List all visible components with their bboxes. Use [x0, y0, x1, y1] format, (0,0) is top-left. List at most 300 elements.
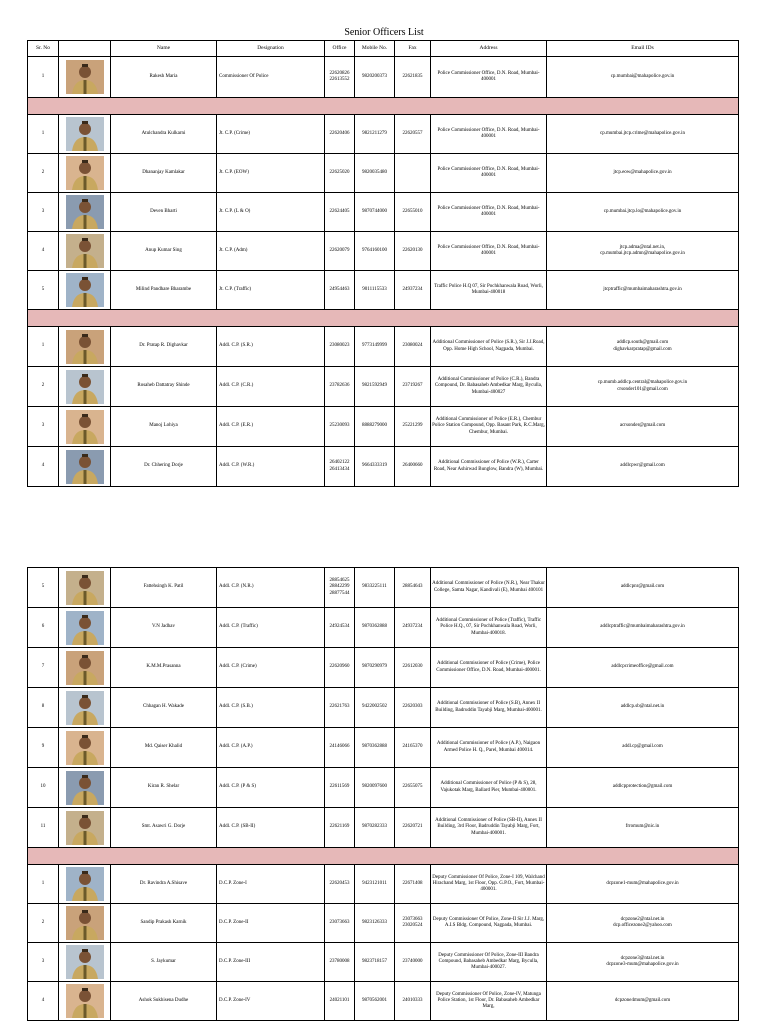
- cell-address-text: Additional Commissioner of Police (Crime), Police Commissioner Office, D.N. Road, Mumbai-400001.: [436, 661, 541, 673]
- cell-office-text: 22620826 22613552: [329, 70, 350, 82]
- cell-address-text: Additional Commissioner of Police (S.B), Annex II Building, Badruddin Tayabji Marg, Mumbai-400001.: [435, 701, 542, 713]
- cell-address-text: Deputy Commissioner Of Police, Zone-IV, Matunga Police Station, 1st Floor, Dr. Babasaheb Ambedkar Marg,: [436, 991, 541, 1010]
- table-row: [28, 367, 739, 407]
- cell-address: [431, 728, 547, 768]
- cell-sno: [28, 115, 59, 154]
- section-separator-cell: [28, 98, 739, 115]
- cell-email-text: addl.cp@gmail.com: [622, 744, 663, 750]
- cell-fax-text: 28854643: [402, 584, 423, 590]
- cell-name: [111, 271, 217, 310]
- cell-designation-text: Jt. C.P. (Adm): [219, 247, 248, 253]
- cell-sno-text: 3: [41, 208, 45, 214]
- officers-table-page1: [27, 40, 739, 487]
- cell-sno: [28, 568, 59, 608]
- cell-designation: [217, 367, 325, 407]
- cell-address: [431, 367, 547, 407]
- cell-sno-text: 6: [41, 624, 45, 630]
- cell-email: [547, 57, 739, 98]
- officer-photo-cell: [59, 904, 111, 943]
- cell-designation: [217, 943, 325, 982]
- cell-mobile-text: 9821211279: [362, 130, 387, 136]
- cell-mobile-text: 9011115533: [362, 286, 387, 292]
- officer-photo-cell: [59, 728, 111, 768]
- cell-name-text: V.N Jadhav: [152, 624, 175, 630]
- cell-email-text: addlcpprotection@gmail.com: [612, 784, 673, 790]
- cell-mobile: [355, 367, 395, 407]
- table-row: [28, 768, 739, 808]
- cell-sno-text: 7: [41, 664, 45, 670]
- cell-mobile-text: 9870744000: [362, 208, 387, 214]
- cell-fax-text: 25221299: [402, 423, 423, 429]
- cell-name: [111, 193, 217, 232]
- officer-photo-cell: [59, 808, 111, 848]
- cell-fax: [395, 982, 431, 1021]
- cell-fax-text: 23719267: [402, 383, 423, 389]
- cell-address-text: Additional Commissioner of Police (N.R.), Near Thakur College, Samta Nagar, Kandivali (E), Mumbai 400101: [432, 581, 545, 593]
- cell-designation-text: D.C.P. Zone-IV: [219, 997, 251, 1003]
- cell-office-text: 22611569: [329, 784, 350, 790]
- cell-name: [111, 447, 217, 487]
- cell-office: [325, 728, 355, 768]
- cell-mobile: [355, 808, 395, 848]
- cell-mobile-text: 9764160100: [362, 247, 387, 253]
- cell-designation: [217, 688, 325, 728]
- cell-name-text: Milind Pandhare Bharambe: [135, 286, 192, 292]
- officer-photo-cell: [59, 943, 111, 982]
- cell-mobile: [355, 154, 395, 193]
- cell-email: [547, 327, 739, 367]
- officer-photo-cell: [59, 327, 111, 367]
- cell-email: [547, 808, 739, 848]
- cell-mobile-text: 9773149999: [362, 343, 387, 349]
- cell-email-text: cp.mumbai.jtcp.lo@mahapolice.gov.in: [603, 208, 682, 214]
- cell-address-text: Police Commissioner Office, D.N. Road, Mumbai-400001: [437, 70, 540, 82]
- cell-fax-text: 22655010: [402, 208, 423, 214]
- cell-email-text: jtcptraffic@mumbaimaharashtra.gov.in: [603, 286, 682, 292]
- cell-office: [325, 115, 355, 154]
- cell-email: [547, 982, 739, 1021]
- cell-fax-text: 22620303: [402, 704, 423, 710]
- cell-office: [325, 808, 355, 848]
- cell-address-text: Additional Commissioner of Police (Traffic), Traffic Police H.Q., 07, Sir Pochkhanwala Road, Worli, Mumbai-400018.: [435, 618, 542, 636]
- cell-mobile-text: 9820035480: [362, 169, 387, 175]
- officer-photo: [66, 771, 104, 805]
- cell-fax-text: 22620721: [402, 824, 423, 830]
- cell-fax-text: 24937234: [402, 286, 423, 292]
- cell-address-text: Police Commissioner Office, D.N. Road, Mumbai-400001: [437, 244, 540, 256]
- cell-office: [325, 768, 355, 808]
- col-photo: [59, 41, 111, 57]
- cell-email-text: addlcpcrimeoffice@gmail.com: [611, 664, 674, 670]
- cell-sno: [28, 447, 59, 487]
- cell-office-text: 25230093: [329, 423, 350, 429]
- officer-photo: [66, 370, 104, 404]
- cell-office: [325, 193, 355, 232]
- officer-photo-cell: [59, 367, 111, 407]
- officer-photo-cell: [59, 688, 111, 728]
- cell-office: [325, 648, 355, 688]
- cell-fax: [395, 608, 431, 648]
- cell-address: [431, 193, 547, 232]
- cell-address-text: Police Commissioner Office, D.N. Road, Mumbai-400001: [437, 127, 540, 139]
- cell-designation: [217, 154, 325, 193]
- officer-photo-cell: [59, 407, 111, 447]
- officer-photo: [66, 611, 104, 645]
- cell-fax-text: 23740000: [402, 958, 423, 964]
- officer-photo: [66, 60, 104, 94]
- table-row: [28, 608, 739, 648]
- cell-email-text: dcpzone4mum@gmail.com: [614, 997, 671, 1003]
- cell-mobile-text: 9422002502: [362, 704, 387, 710]
- cell-fax-text: 24937234: [402, 624, 423, 630]
- cell-address: [431, 115, 547, 154]
- cell-sno: [28, 57, 59, 98]
- officer-photo: [66, 867, 104, 901]
- section-separator: [28, 98, 739, 115]
- cell-mobile: [355, 943, 395, 982]
- cell-fax: [395, 407, 431, 447]
- cell-email: [547, 367, 739, 407]
- cell-designation-text: Addl. C.P. (S.R.): [219, 343, 253, 349]
- cell-email: [547, 115, 739, 154]
- cell-sno-text: 4: [41, 247, 45, 253]
- cell-mobile: [355, 568, 395, 608]
- cell-designation-text: Addl. C.P. (P & S): [219, 784, 256, 790]
- cell-name: [111, 728, 217, 768]
- cell-fax: [395, 447, 431, 487]
- cell-designation: [217, 568, 325, 608]
- cell-address: [431, 648, 547, 688]
- cell-email-text: dcpzone3@ntal.net.in dcpzone3-mum@mahapolice.gov.in: [606, 955, 679, 967]
- cell-mobile-text: 9423121011: [362, 880, 387, 886]
- cell-mobile-text: 9870282333: [362, 824, 387, 830]
- cell-fax-text: 22671408: [402, 880, 423, 886]
- cell-fax-text: 22612030: [402, 664, 423, 670]
- cell-name: [111, 608, 217, 648]
- cell-name: [111, 982, 217, 1021]
- cell-sno: [28, 193, 59, 232]
- officer-photo: [66, 234, 104, 268]
- cell-designation-text: D.C.P. Zone-II: [219, 919, 249, 925]
- table-row: [28, 154, 739, 193]
- table-row: [28, 568, 739, 608]
- cell-sno-text: 1: [41, 343, 45, 349]
- cell-fax: [395, 193, 431, 232]
- cell-office-text: 22620453: [329, 880, 350, 886]
- cell-fax: [395, 568, 431, 608]
- cell-designation: [217, 447, 325, 487]
- table-row: [28, 407, 739, 447]
- cell-mobile: [355, 115, 395, 154]
- cell-name-text: Fattehsingh K. Patil: [143, 584, 184, 590]
- cell-address: [431, 865, 547, 904]
- cell-designation-text: Commissioner Of Police: [219, 73, 269, 79]
- cell-email: [547, 688, 739, 728]
- cell-email: [547, 728, 739, 768]
- col-designation: Designation: [217, 41, 325, 57]
- header-row: [28, 41, 739, 57]
- cell-fax: [395, 648, 431, 688]
- cell-office: [325, 407, 355, 447]
- cell-email: [547, 271, 739, 310]
- cell-sno: [28, 768, 59, 808]
- cell-email: [547, 865, 739, 904]
- cell-email: [547, 407, 739, 447]
- cell-office: [325, 367, 355, 407]
- cell-sno: [28, 154, 59, 193]
- cell-address-text: Deputy Commissioner Of Police, Zone-III Bandra Compound, Babasaheb Ambedkar Marg, Byculla, Mumbai-400027.: [438, 952, 539, 971]
- cell-address: [431, 943, 547, 982]
- cell-name-text: Dhananjay Kamlakar: [142, 169, 185, 175]
- col-email: Email IDs: [547, 41, 739, 57]
- cell-designation: [217, 232, 325, 271]
- cell-name: [111, 943, 217, 982]
- table-row: [28, 904, 739, 943]
- cell-designation: [217, 808, 325, 848]
- col-mobile: Mobile No.: [355, 41, 395, 57]
- cell-sno: [28, 232, 59, 271]
- cell-name: [111, 154, 217, 193]
- cell-sno: [28, 271, 59, 310]
- cell-designation-text: Jt. C.P. (L & O): [219, 208, 251, 214]
- officer-photo: [66, 731, 104, 765]
- cell-email-text: cp.mumb.addlcp.central@mahapolice.gov.in crsonder101@gmail.com: [597, 380, 688, 392]
- cell-name: [111, 865, 217, 904]
- cell-designation: [217, 57, 325, 98]
- cell-address: [431, 688, 547, 728]
- cell-address: [431, 608, 547, 648]
- cell-name-text: Smt. Asawri G. Dorje: [141, 824, 186, 830]
- col-office: Office: [325, 41, 355, 57]
- table-row: [28, 808, 739, 848]
- cell-mobile-text: 9664333319: [362, 463, 387, 469]
- cell-email: [547, 648, 739, 688]
- cell-fax: [395, 943, 431, 982]
- cell-address-text: Deputy Commissioner Of Police, Zone-I 109, Walchand Hirachand Marg, 1st Floor, Opp. G.P.O., Fort, Mumbai-400001.: [432, 874, 545, 893]
- cell-sno-text: 3: [41, 958, 45, 964]
- cell-office-text: 24954463: [329, 286, 350, 292]
- cell-address-text: Additional Commissioner of Police (E.R.), Chembur Police Station Compound, Opp. Basant Park, R.C.Marg, Chembur, Mumbai.: [432, 417, 545, 435]
- cell-email-text: dcpzone2@ntal.net.in dcp.officezone2@yahoo.com: [613, 916, 672, 928]
- cell-sno: [28, 904, 59, 943]
- cell-mobile-text: 9870362888: [362, 744, 387, 750]
- cell-email: [547, 608, 739, 648]
- cell-mobile: [355, 982, 395, 1021]
- cell-fax-text: 23073663 23020524: [402, 916, 423, 928]
- cell-address-text: Police Commissioner Office, D.N. Road, Mumbai-400001: [437, 166, 540, 178]
- cell-address-text: Police Commissioner Office, D.N. Road, Mumbai-400001: [437, 205, 540, 217]
- cell-designation-text: Addl. C.P. (SB-II): [219, 824, 256, 830]
- cell-email-text: acrsonder@gmail.com: [619, 423, 666, 429]
- cell-fax: [395, 688, 431, 728]
- cell-name: [111, 568, 217, 608]
- table-row: [28, 193, 739, 232]
- cell-name-text: K.M.M.Prasanna: [146, 664, 181, 670]
- cell-email-text: jtcp.eow@mahapolice.gov.in: [613, 169, 672, 175]
- table-row: [28, 327, 739, 367]
- section-separator-cell: [28, 310, 739, 327]
- cell-mobile-text: 9833225111: [362, 584, 387, 590]
- cell-designation: [217, 327, 325, 367]
- officers-table-page2: [27, 567, 739, 1021]
- cell-email-text: cp.mumbai@mahapolice.gov.in: [610, 73, 675, 79]
- cell-designation: [217, 865, 325, 904]
- cell-sno-text: 9: [41, 744, 45, 750]
- cell-sno: [28, 327, 59, 367]
- cell-designation-text: Addl. C.P. (Crime): [219, 664, 257, 670]
- officer-photo: [66, 410, 104, 444]
- cell-name-text: Md. Qaiser Khalid: [144, 744, 183, 750]
- cell-fax: [395, 768, 431, 808]
- cell-name-text: Rosaheb Dattatray Shinde: [137, 383, 190, 389]
- officer-photo: [66, 450, 104, 484]
- cell-office: [325, 608, 355, 648]
- officer-photo: [66, 571, 104, 605]
- cell-sno: [28, 808, 59, 848]
- officer-photo-cell: [59, 768, 111, 808]
- cell-sno: [28, 608, 59, 648]
- cell-sno-text: 4: [41, 463, 45, 469]
- cell-fax: [395, 57, 431, 98]
- officer-photo: [66, 195, 104, 229]
- cell-designation-text: Jt. C.P. (EOW): [219, 169, 249, 175]
- cell-sno-text: 11: [40, 824, 46, 830]
- cell-office-text: 24924534: [329, 624, 350, 630]
- officer-photo: [66, 811, 104, 845]
- cell-sno-text: 2: [41, 919, 45, 925]
- cell-email: [547, 447, 739, 487]
- cell-address: [431, 904, 547, 943]
- cell-fax: [395, 367, 431, 407]
- table-row: [28, 982, 739, 1021]
- cell-fax: [395, 154, 431, 193]
- cell-mobile: [355, 865, 395, 904]
- officer-photo-cell: [59, 447, 111, 487]
- cell-name-text: Sandip Prakash Karnik: [140, 919, 187, 925]
- cell-address-text: Deputy Commissioner Of Police, Zone-II Sir J.J. Marg, A.I.S Bldg. Compound, Nagpada, Mumbai.: [432, 916, 545, 928]
- cell-sno: [28, 865, 59, 904]
- cell-designation-text: Addl. C.P. (Traffic): [219, 624, 258, 630]
- cell-fax: [395, 904, 431, 943]
- officer-photo-cell: [59, 271, 111, 310]
- cell-mobile-text: 9820097600: [362, 784, 387, 790]
- cell-fax-text: 22620130: [402, 247, 423, 253]
- cell-fax: [395, 115, 431, 154]
- cell-email: [547, 904, 739, 943]
- cell-designation: [217, 648, 325, 688]
- cell-designation: [217, 768, 325, 808]
- officer-photo-cell: [59, 57, 111, 98]
- cell-name-text: Atulchandra Kulkarni: [141, 130, 186, 136]
- cell-name: [111, 232, 217, 271]
- cell-office: [325, 904, 355, 943]
- cell-address: [431, 232, 547, 271]
- officer-photo-cell: [59, 608, 111, 648]
- cell-fax-text: 22621835: [402, 73, 423, 79]
- cell-designation-text: D.C.P. Zone-I: [219, 880, 247, 886]
- cell-address: [431, 768, 547, 808]
- cell-office: [325, 568, 355, 608]
- officer-photo-cell: [59, 115, 111, 154]
- officer-photo-cell: [59, 232, 111, 271]
- cell-name: [111, 768, 217, 808]
- cell-designation-text: Addl. C.P. (E.R.): [219, 423, 254, 429]
- cell-email: [547, 568, 739, 608]
- cell-mobile-text: 9823126333: [362, 919, 387, 925]
- col-address: Address: [431, 41, 547, 57]
- cell-mobile: [355, 728, 395, 768]
- cell-sno: [28, 982, 59, 1021]
- cell-address: [431, 982, 547, 1021]
- cell-sno-text: 2: [41, 383, 45, 389]
- cell-mobile-text: 9870290979: [362, 664, 387, 670]
- cell-sno-text: 2: [41, 169, 45, 175]
- cell-mobile: [355, 232, 395, 271]
- cell-sno-text: 5: [41, 584, 45, 590]
- officer-photo-cell: [59, 982, 111, 1021]
- cell-address: [431, 327, 547, 367]
- cell-office: [325, 271, 355, 310]
- cell-mobile: [355, 193, 395, 232]
- table-row: [28, 232, 739, 271]
- cell-name: [111, 904, 217, 943]
- cell-office: [325, 447, 355, 487]
- cell-email-text: dcpzone1-mum@mahapolice.gov.in: [606, 880, 679, 886]
- cell-office-text: 22620406: [329, 130, 350, 136]
- section-separator: [28, 848, 739, 865]
- cell-office-text: 23780008: [329, 958, 350, 964]
- cell-name-text: Manoj Lohiya: [149, 423, 178, 429]
- cell-office: [325, 982, 355, 1021]
- cell-email-text: cp.mumbai.jtcp.crime@mahapolice.gov.in: [600, 130, 685, 136]
- cell-office-text: 22621763: [329, 704, 350, 710]
- cell-sno: [28, 728, 59, 768]
- cell-name: [111, 115, 217, 154]
- cell-designation-text: Addl. C.P. (C.R.): [219, 383, 254, 389]
- col-fax: Fax: [395, 41, 431, 57]
- cell-sno-text: 8: [41, 704, 45, 710]
- table-row: [28, 943, 739, 982]
- cell-name-text: Dr. Chhering Dorje: [144, 463, 183, 469]
- cell-address-text: Traffic Police H.Q 07, Sir Pochkhanwala Road, Worli, Mumbai-400018: [434, 283, 543, 295]
- cell-mobile-text: 9870362888: [362, 624, 387, 630]
- cell-office: [325, 327, 355, 367]
- cell-name: [111, 808, 217, 848]
- table-row: [28, 688, 739, 728]
- cell-mobile-text: 9870562001: [362, 997, 387, 1003]
- document-title: Senior Officers List: [344, 27, 424, 38]
- cell-fax: [395, 327, 431, 367]
- officer-photo: [66, 330, 104, 364]
- table-row: [28, 115, 739, 154]
- cell-office: [325, 232, 355, 271]
- cell-office-text: 23782636: [329, 383, 350, 389]
- cell-sno-text: 1: [41, 130, 45, 136]
- cell-designation: [217, 608, 325, 648]
- cell-fax-text: 22620557: [402, 130, 423, 136]
- cell-mobile: [355, 327, 395, 367]
- cell-email-text: addlcp.sb@ntal.net.in: [620, 704, 665, 710]
- cell-office-text: 22621169: [329, 824, 350, 830]
- cell-sno: [28, 943, 59, 982]
- table-row: [28, 865, 739, 904]
- cell-address-text: Additional Commissioner of Police (C.R.), Bandra Compound, Dr. Babasaheb Ambedkar Marg, Byculla, Mumbai-400027: [434, 377, 543, 395]
- cell-address-text: Additional Commissioner of Police (P & S), 28, Vajukotak Marg, Ballard Pier, Mumbai-400001.: [440, 781, 537, 793]
- cell-name: [111, 688, 217, 728]
- cell-mobile: [355, 271, 395, 310]
- cell-name: [111, 327, 217, 367]
- section-separator: [28, 310, 739, 327]
